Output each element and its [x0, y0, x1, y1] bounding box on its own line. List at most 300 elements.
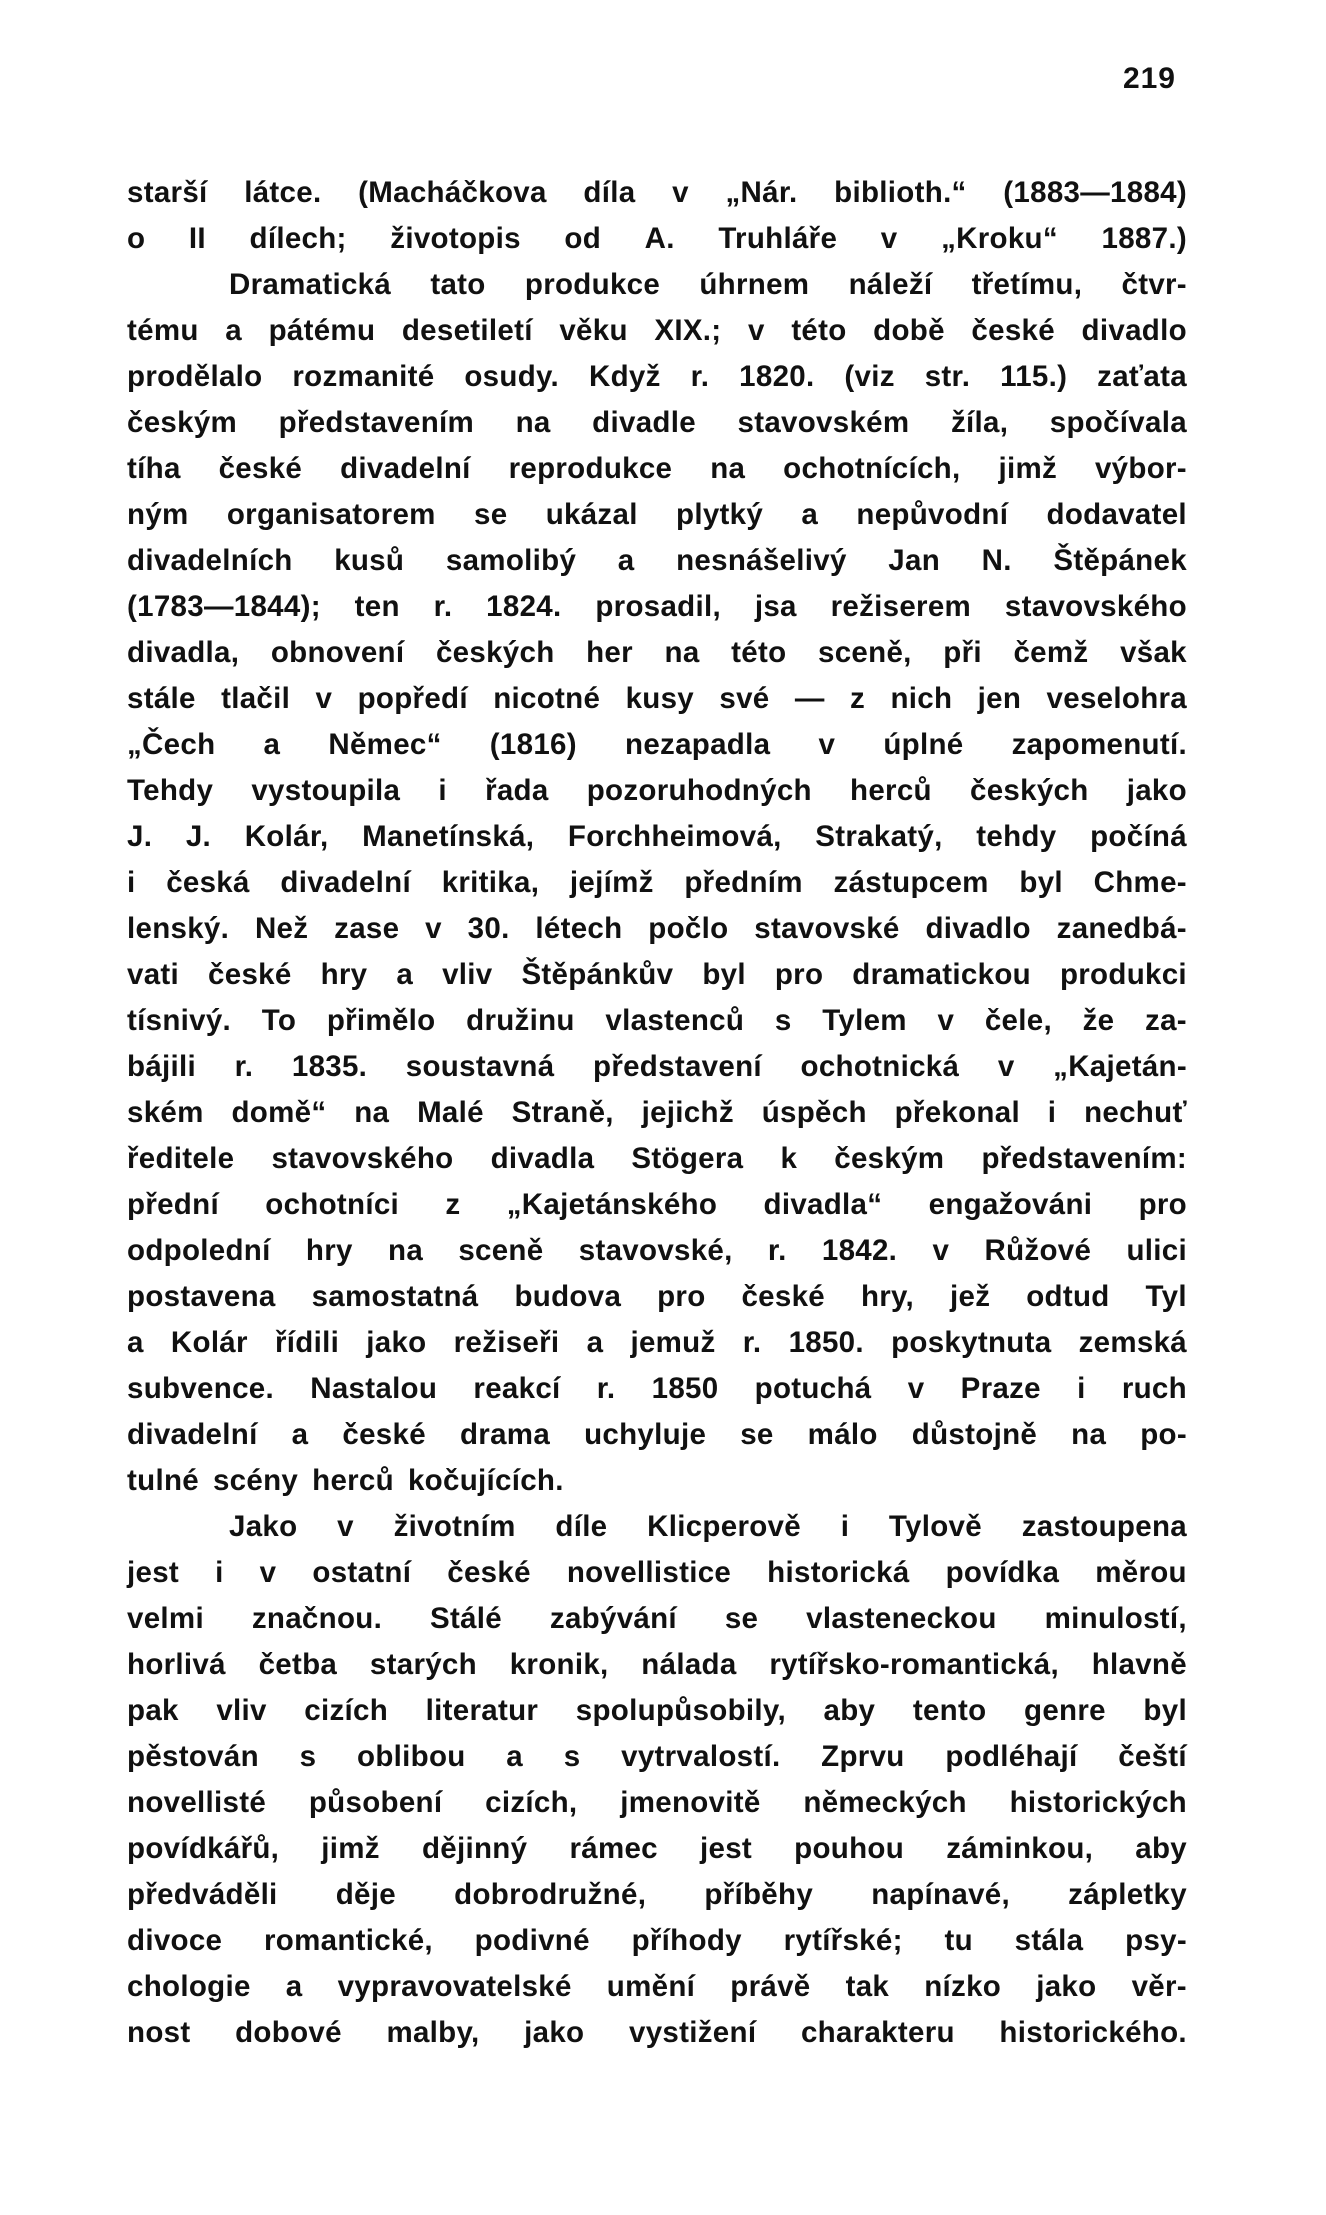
word: Manetínská, [362, 820, 535, 853]
text-line [127, 170, 1187, 216]
word: napínavé, [871, 1878, 1010, 1911]
word: veselohra [1046, 682, 1187, 715]
word: své [719, 682, 770, 715]
word: třetímu, [971, 268, 1083, 301]
text-line [127, 584, 1187, 630]
word: divadle [592, 406, 696, 439]
word: pro [1138, 1188, 1187, 1221]
word: české [741, 1280, 825, 1313]
word: obnovení [270, 636, 405, 669]
word: úspěch [761, 1096, 867, 1129]
word: Jan [888, 544, 941, 577]
text-line [127, 1734, 1187, 1780]
word: hry [305, 1234, 353, 1267]
word: Klicperově [647, 1510, 801, 1543]
word: dobové [235, 2016, 342, 2049]
word: horlivá [127, 1648, 226, 1681]
word: budova [514, 1280, 622, 1313]
word: Straně, [511, 1096, 614, 1129]
word: historická [767, 1556, 910, 1589]
word: ulici [1126, 1234, 1187, 1267]
word: i [127, 866, 136, 899]
word: i [1077, 1372, 1086, 1405]
word: i [1047, 1096, 1057, 1129]
word: cizích [304, 1694, 389, 1727]
text-line [127, 262, 1187, 308]
word: o [127, 222, 146, 255]
word: tlačil [221, 682, 291, 715]
word: her [586, 636, 633, 669]
word: postavena [127, 1280, 276, 1313]
word: literatur [425, 1694, 539, 1727]
word: reakcí [473, 1372, 561, 1405]
word: samostatná [311, 1280, 479, 1313]
word: tak [845, 1970, 890, 2003]
word: Tehdy [127, 774, 214, 807]
word: ském [127, 1096, 204, 1129]
word: Stálé [430, 1602, 503, 1635]
word: (1783—1844); [127, 590, 321, 623]
word: spočívala [1049, 406, 1187, 439]
word: v [907, 1372, 925, 1405]
word: v [748, 314, 765, 347]
word: s [774, 1004, 792, 1037]
word: historických [1009, 1786, 1187, 1819]
word: nich [890, 682, 953, 715]
text-line [127, 1688, 1187, 1734]
word: aby [823, 1694, 876, 1727]
word: kočujících. [407, 1464, 564, 1497]
word: ochotnících, [783, 452, 961, 485]
word: v [818, 728, 836, 761]
word: 115.) [1000, 360, 1068, 393]
word: 1824. [486, 590, 562, 623]
word: romantické, [264, 1924, 433, 1957]
text-line [127, 2010, 1187, 2056]
word: divoce [127, 1924, 223, 1957]
word: že [1082, 1004, 1115, 1037]
word: kusů [334, 544, 405, 577]
word: plytký [676, 498, 764, 531]
word: sceně [458, 1234, 544, 1267]
word: engažováni [928, 1188, 1093, 1221]
word: J. [185, 820, 212, 853]
word: pěstován [127, 1740, 259, 1773]
word: pátému [268, 314, 376, 347]
word: lenský. [127, 912, 230, 945]
word: v [932, 1234, 950, 1267]
word: podléhají [945, 1740, 1078, 1773]
word: organisatorem [226, 498, 436, 531]
word: dramatickou [852, 958, 1031, 991]
word: v [937, 1004, 955, 1037]
text-line [127, 1596, 1187, 1642]
word: českým [127, 406, 238, 439]
word: r. [767, 1234, 787, 1267]
word: genre [1024, 1694, 1106, 1727]
word: kusy [625, 682, 695, 715]
word: počlo [648, 912, 729, 945]
word: tehdy [976, 820, 1057, 853]
word: ukázal [545, 498, 638, 531]
word: A. [644, 222, 675, 255]
word: při [943, 636, 982, 669]
word: biblioth.“ [834, 176, 967, 209]
word: divadla, [127, 636, 240, 669]
word: J. [127, 820, 153, 853]
text-line [127, 1872, 1187, 1918]
word: reprodukce [508, 452, 673, 485]
word: předním [684, 866, 803, 899]
word: minulostí, [1044, 1602, 1187, 1635]
word: malby, [386, 2016, 480, 2049]
word: hry, [860, 1280, 915, 1313]
text-line [127, 1642, 1187, 1688]
word: drama [459, 1418, 551, 1451]
word: na [710, 452, 746, 485]
word: žíla, [950, 406, 1009, 439]
word: novellisté [127, 1786, 267, 1819]
word: divadlo [1081, 314, 1187, 347]
word: desetiletí [401, 314, 533, 347]
word: (viz [844, 360, 895, 393]
word: od [564, 222, 602, 255]
word: stále [127, 682, 196, 715]
text-line [127, 768, 1187, 814]
word: českým [834, 1142, 945, 1175]
word: době [873, 314, 945, 347]
word: tému [127, 314, 199, 347]
word: na [1071, 1418, 1107, 1451]
word: stavovském [737, 406, 910, 439]
word: působení [308, 1786, 443, 1819]
word: Truhláře [718, 222, 838, 255]
word: pro [657, 1280, 706, 1313]
word: jako [1126, 774, 1187, 807]
word: zanedbá- [1056, 912, 1187, 945]
word: vystižení [629, 2016, 757, 2049]
word: vypravovatelské [337, 1970, 572, 2003]
word: novellistice [566, 1556, 732, 1589]
text-line [127, 952, 1187, 998]
word: str. [924, 360, 971, 393]
word: Němec“ [328, 728, 442, 761]
word: 1850. [788, 1326, 864, 1359]
word: osudy. [464, 360, 560, 393]
word: jest [127, 1556, 180, 1589]
word: ochotníci [265, 1188, 400, 1221]
word: jest [700, 1832, 753, 1865]
word: „Kroku“ [941, 222, 1058, 255]
word: Praze [960, 1372, 1041, 1405]
word: odpolední [127, 1234, 271, 1267]
word: To [261, 1004, 297, 1037]
word: létech [535, 912, 623, 945]
text-line [127, 400, 1187, 446]
word: velmi [127, 1602, 204, 1635]
word: i [215, 1556, 224, 1589]
word: vati [127, 958, 180, 991]
word: charakteru [800, 2016, 955, 2049]
word: vlastenců [605, 1004, 745, 1037]
text-line [127, 906, 1187, 952]
text-line [127, 860, 1187, 906]
word: uchyluje [584, 1418, 707, 1451]
word: 1887.) [1101, 222, 1187, 255]
word: Kolár [170, 1326, 248, 1359]
word: se [740, 1418, 774, 1451]
word: nost [127, 2016, 191, 2049]
word: Štěpánek [1053, 544, 1187, 577]
text-line [127, 1228, 1187, 1274]
text-line [127, 1504, 1187, 1550]
word: samolibý [445, 544, 577, 577]
word: 1835. [291, 1050, 368, 1083]
text-line [127, 1274, 1187, 1320]
word: stavovské [754, 912, 900, 945]
word: byl [702, 958, 746, 991]
text-line [127, 1044, 1187, 1090]
word: kritika, [441, 866, 540, 899]
word: české [447, 1556, 531, 1589]
word: nechuť [1084, 1096, 1187, 1129]
word: českých [435, 636, 555, 669]
word: Chme- [1093, 866, 1187, 899]
word: zase [334, 912, 400, 945]
text-line [127, 216, 1187, 262]
word: chologie [127, 1970, 251, 2003]
word: příhody [631, 1924, 742, 1957]
word: herců [312, 1464, 394, 1497]
text-line [127, 1182, 1187, 1228]
word: byl [1143, 1694, 1187, 1727]
word: ruch [1121, 1372, 1187, 1405]
word: životopis [390, 222, 521, 255]
word: dílech; [249, 222, 347, 255]
word: tulné [127, 1464, 199, 1497]
word: věku [559, 314, 628, 347]
word: českých [970, 774, 1089, 807]
word: české [971, 314, 1055, 347]
word: málo [807, 1418, 878, 1451]
word: představením: [981, 1142, 1187, 1175]
word: nicotné [493, 682, 601, 715]
text-line [127, 538, 1187, 584]
word: látce. [244, 176, 322, 209]
word: nepůvodní [856, 498, 1009, 531]
word: „Nár. [725, 176, 798, 209]
word: divadla“ [763, 1188, 883, 1221]
word: s [563, 1740, 581, 1773]
word: jejichž [641, 1096, 734, 1129]
word: „Čech [127, 728, 216, 761]
word: divadlo [925, 912, 1031, 945]
word: zapomenutí. [1011, 728, 1187, 761]
word: rytířsko-romantická, [769, 1648, 1059, 1681]
text-line [127, 1320, 1187, 1366]
word: a [617, 544, 635, 577]
word: v [337, 1510, 354, 1543]
word: r. [742, 1326, 762, 1359]
word: Kolár, [244, 820, 329, 853]
word: Dramatická [229, 268, 392, 301]
word: jimž [998, 452, 1058, 485]
word: subvence. [127, 1372, 274, 1405]
word: výbor- [1094, 452, 1187, 485]
word: Tylově [888, 1510, 982, 1543]
word: vystoupila [251, 774, 401, 807]
word: hry [320, 958, 368, 991]
word: stavovského [271, 1142, 454, 1175]
word: ostatní [312, 1556, 412, 1589]
word: z [850, 682, 866, 715]
word: a [801, 498, 819, 531]
word: Štěpánkův [521, 958, 674, 991]
word: Stögera [631, 1142, 744, 1175]
word: přední [127, 1188, 219, 1221]
page-number: 219 [1122, 62, 1176, 95]
word: jako [524, 2016, 585, 2049]
text-line [127, 630, 1187, 676]
word: Růžové [984, 1234, 1092, 1267]
word: česká [166, 866, 250, 899]
word: této [791, 314, 847, 347]
word: a [506, 1740, 524, 1773]
word: Nastalou [310, 1372, 438, 1405]
word: nízko [924, 1970, 1002, 2003]
text-line [127, 308, 1187, 354]
word: a [291, 1418, 309, 1451]
word: XIX.; [654, 314, 722, 347]
word: zastoupena [1021, 1510, 1187, 1543]
word: stála [1014, 1924, 1084, 1957]
word: psy- [1125, 1924, 1187, 1957]
word: popředí [357, 682, 468, 715]
word: v [315, 682, 333, 715]
word: díla [583, 176, 636, 209]
text-line [127, 354, 1187, 400]
word: a [263, 728, 281, 761]
text-line [127, 1826, 1187, 1872]
word: za- [1145, 1004, 1187, 1037]
word: 1842. [821, 1234, 898, 1267]
text-line [127, 1090, 1187, 1136]
word: Strakatý, [815, 820, 943, 853]
word: prosadil, [595, 590, 721, 623]
word: s [299, 1740, 317, 1773]
word: domě“ [231, 1096, 327, 1129]
text-line [127, 1964, 1187, 2010]
word: tu [944, 1924, 973, 1957]
word: produkci [1059, 958, 1187, 991]
word: dějinný [421, 1832, 528, 1865]
word: ředitele [127, 1142, 235, 1175]
body-text [127, 170, 1187, 2056]
word: právě [730, 1970, 811, 2003]
text-line [127, 722, 1187, 768]
word: tísnivý. [127, 1004, 232, 1037]
word: se [724, 1602, 759, 1635]
text-line [127, 1136, 1187, 1182]
word: divadelní [340, 452, 471, 485]
word: vliv [216, 1694, 267, 1727]
word: povídkářů, [127, 1832, 280, 1865]
word: Forchheimová, [567, 820, 782, 853]
word: nezapadla [625, 728, 771, 761]
word: jemuž [630, 1326, 716, 1359]
word: jsa [754, 590, 797, 623]
word: poskytnuta [891, 1326, 1052, 1359]
word: a [586, 1326, 604, 1359]
word: úplné [883, 728, 964, 761]
word: družinu [466, 1004, 575, 1037]
word: české [342, 1418, 426, 1451]
word: 30. [467, 912, 510, 945]
word: měrou [1095, 1556, 1187, 1589]
word: „Kajetán- [1053, 1050, 1187, 1083]
word: této [731, 636, 787, 669]
word: zabývání [549, 1602, 677, 1635]
word: náleží [848, 268, 933, 301]
word: starých [369, 1648, 477, 1681]
word: divadelních [127, 544, 293, 577]
word: r. [234, 1050, 254, 1083]
word: pak [127, 1694, 179, 1727]
word: však [1120, 636, 1187, 669]
word: z [445, 1188, 461, 1221]
word: tento [912, 1694, 987, 1727]
word: (1816) [489, 728, 577, 761]
word: po- [1140, 1418, 1187, 1451]
word: české [218, 452, 303, 485]
word: potuchá [754, 1372, 872, 1405]
word: pozoruhodných [586, 774, 812, 807]
word: „Kajetánského [506, 1188, 718, 1221]
word: ným [127, 498, 189, 531]
word: Když [588, 360, 661, 393]
word: ochotnická [800, 1050, 960, 1083]
word: (1883—1884) [1003, 176, 1187, 209]
word: jež [950, 1280, 991, 1313]
word: zápletky [1068, 1878, 1187, 1911]
word: aby [1135, 1832, 1187, 1865]
word: scény [212, 1464, 299, 1497]
word: na [515, 406, 551, 439]
text-line [127, 492, 1187, 538]
word: počíná [1090, 820, 1187, 853]
word: představení [593, 1050, 762, 1083]
text-line [127, 998, 1187, 1044]
word: české [208, 958, 292, 991]
word: sceně, [818, 636, 912, 669]
word: četba [258, 1648, 338, 1681]
word: bájili [127, 1050, 197, 1083]
word: tíha [127, 452, 181, 485]
word: stavovské, [578, 1234, 733, 1267]
word: značnou. [251, 1602, 383, 1635]
word: dodavatel [1046, 498, 1187, 531]
word: jimž [321, 1832, 380, 1865]
word: povídka [945, 1556, 1060, 1589]
word: věr- [1131, 1970, 1187, 2003]
text-line [127, 1918, 1187, 1964]
word: soustavná [405, 1050, 555, 1083]
word: v [880, 222, 898, 255]
word: (Macháčkova [358, 176, 547, 209]
word: kronik, [509, 1648, 609, 1681]
word: i [840, 1510, 850, 1543]
word: spolupůsobily, [575, 1694, 786, 1727]
